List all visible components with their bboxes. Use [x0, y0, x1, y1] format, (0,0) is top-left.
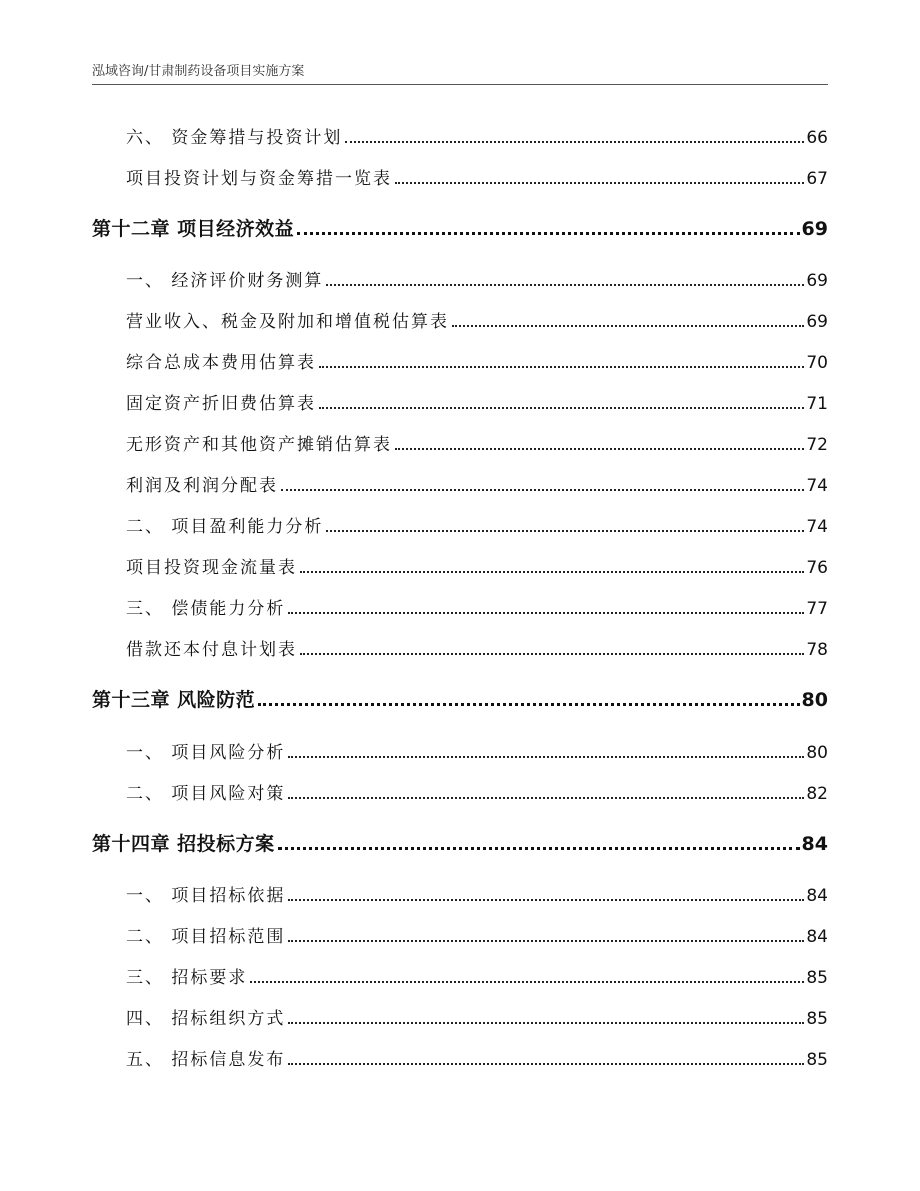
toc-leader-dots	[281, 489, 804, 491]
toc-entry[interactable]	[126, 430, 828, 454]
toc-entry-title: 三、 偿债能力分析	[126, 599, 286, 619]
toc-leader-dots	[319, 366, 804, 368]
toc-chapter-page: 80	[801, 689, 828, 711]
toc-chapter-page: 69	[801, 218, 828, 240]
toc-chapter-entry[interactable]	[92, 684, 828, 710]
toc-leader-dots	[345, 141, 804, 143]
toc-leader-dots	[288, 899, 804, 901]
toc-entry[interactable]	[126, 348, 828, 372]
toc-entry[interactable]	[126, 164, 828, 188]
toc-entry-page: 85	[806, 968, 828, 988]
toc-leader-dots	[258, 703, 799, 706]
toc-entry-page: 69	[806, 312, 828, 332]
toc-entry-title: 利润及利润分配表	[126, 476, 278, 496]
toc-leader-dots	[395, 182, 804, 184]
toc-entry-title: 六、 资金筹措与投资计划	[126, 128, 343, 148]
toc-entry-title: 项目投资现金流量表	[126, 558, 297, 578]
toc-leader-dots	[297, 232, 799, 235]
toc-entry-title: 项目投资计划与资金筹措一览表	[126, 169, 392, 189]
toc-chapter-title: 第十四章 招投标方案	[92, 833, 275, 855]
toc-entry-title: 二、 项目风险对策	[126, 784, 286, 804]
toc-entry[interactable]	[126, 307, 828, 331]
toc-entry-title: 五、 招标信息发布	[126, 1050, 286, 1070]
toc-entry[interactable]	[126, 123, 828, 147]
toc-entry[interactable]	[126, 963, 828, 987]
toc-entry[interactable]	[126, 635, 828, 659]
toc-entry[interactable]	[126, 553, 828, 577]
toc-entry[interactable]	[126, 881, 828, 905]
toc-leader-dots	[452, 325, 804, 327]
toc-entry[interactable]	[126, 594, 828, 618]
toc-entry-page: 71	[806, 394, 828, 414]
toc-entry-page: 80	[806, 743, 828, 763]
toc-entry-page: 84	[806, 886, 828, 906]
toc-entry-title: 一、 经济评价财务测算	[126, 271, 324, 291]
toc-entry[interactable]	[126, 922, 828, 946]
toc-entry-title: 固定资产折旧费估算表	[126, 394, 316, 414]
toc-leader-dots	[395, 448, 804, 450]
toc-leader-dots	[300, 571, 804, 573]
toc-entry-page: 76	[806, 558, 828, 578]
toc-entry-page: 77	[806, 599, 828, 619]
toc-entry-page: 74	[806, 476, 828, 496]
toc-entry-title: 一、 项目招标依据	[126, 886, 286, 906]
toc-entry-title: 三、 招标要求	[126, 968, 248, 988]
toc-entry-title: 营业收入、税金及附加和增值税估算表	[126, 312, 449, 332]
toc-entry-title: 二、 项目盈利能力分析	[126, 517, 324, 537]
toc-entry-page: 85	[806, 1050, 828, 1070]
toc-entry-page: 67	[806, 169, 828, 189]
toc-entry[interactable]	[126, 1004, 828, 1028]
toc-entry-title: 借款还本付息计划表	[126, 640, 297, 660]
toc-chapter-title: 第十二章 项目经济效益	[92, 218, 295, 240]
toc-entry[interactable]	[126, 389, 828, 413]
toc-leader-dots	[288, 1063, 804, 1065]
toc-chapter-page: 84	[801, 833, 828, 855]
toc-entry-title: 无形资产和其他资产摊销估算表	[126, 435, 392, 455]
toc-leader-dots	[288, 756, 804, 758]
toc-entry[interactable]	[126, 779, 828, 803]
toc-entry-page: 69	[806, 271, 828, 291]
toc-entry[interactable]	[126, 1045, 828, 1069]
toc-entry[interactable]	[126, 266, 828, 290]
toc-leader-dots	[326, 284, 804, 286]
toc-leader-dots	[288, 1022, 804, 1024]
toc-entry-page: 82	[806, 784, 828, 804]
toc-entry-page: 66	[806, 128, 828, 148]
toc-entry[interactable]	[126, 512, 828, 536]
toc-leader-dots	[326, 530, 804, 532]
toc-leader-dots	[288, 940, 804, 942]
toc-entry-title: 一、 项目风险分析	[126, 743, 286, 763]
toc-entry-page: 74	[806, 517, 828, 537]
toc-entry-title: 二、 项目招标范围	[126, 927, 286, 947]
toc-chapter-title: 第十三章 风险防范	[92, 689, 256, 711]
toc-entry-page: 85	[806, 1009, 828, 1029]
toc-leader-dots	[300, 653, 804, 655]
toc-entry[interactable]	[126, 471, 828, 495]
toc-entry-page: 84	[806, 927, 828, 947]
toc-chapter-entry[interactable]	[92, 213, 828, 239]
page-header: 泓域咨询/甘肃制药设备项目实施方案	[92, 64, 305, 79]
toc-entry-page: 78	[806, 640, 828, 660]
toc-entry-page: 70	[806, 353, 828, 373]
toc-entry[interactable]	[126, 738, 828, 762]
toc-leader-dots	[319, 407, 804, 409]
toc-leader-dots	[288, 612, 804, 614]
toc-leader-dots	[288, 797, 804, 799]
toc-chapter-entry[interactable]	[92, 828, 828, 854]
toc-leader-dots	[250, 981, 804, 983]
toc-entry-title: 四、 招标组织方式	[126, 1009, 286, 1029]
toc-entry-page: 72	[806, 435, 828, 455]
toc-leader-dots	[278, 847, 800, 850]
toc-entry-title: 综合总成本费用估算表	[126, 353, 316, 373]
